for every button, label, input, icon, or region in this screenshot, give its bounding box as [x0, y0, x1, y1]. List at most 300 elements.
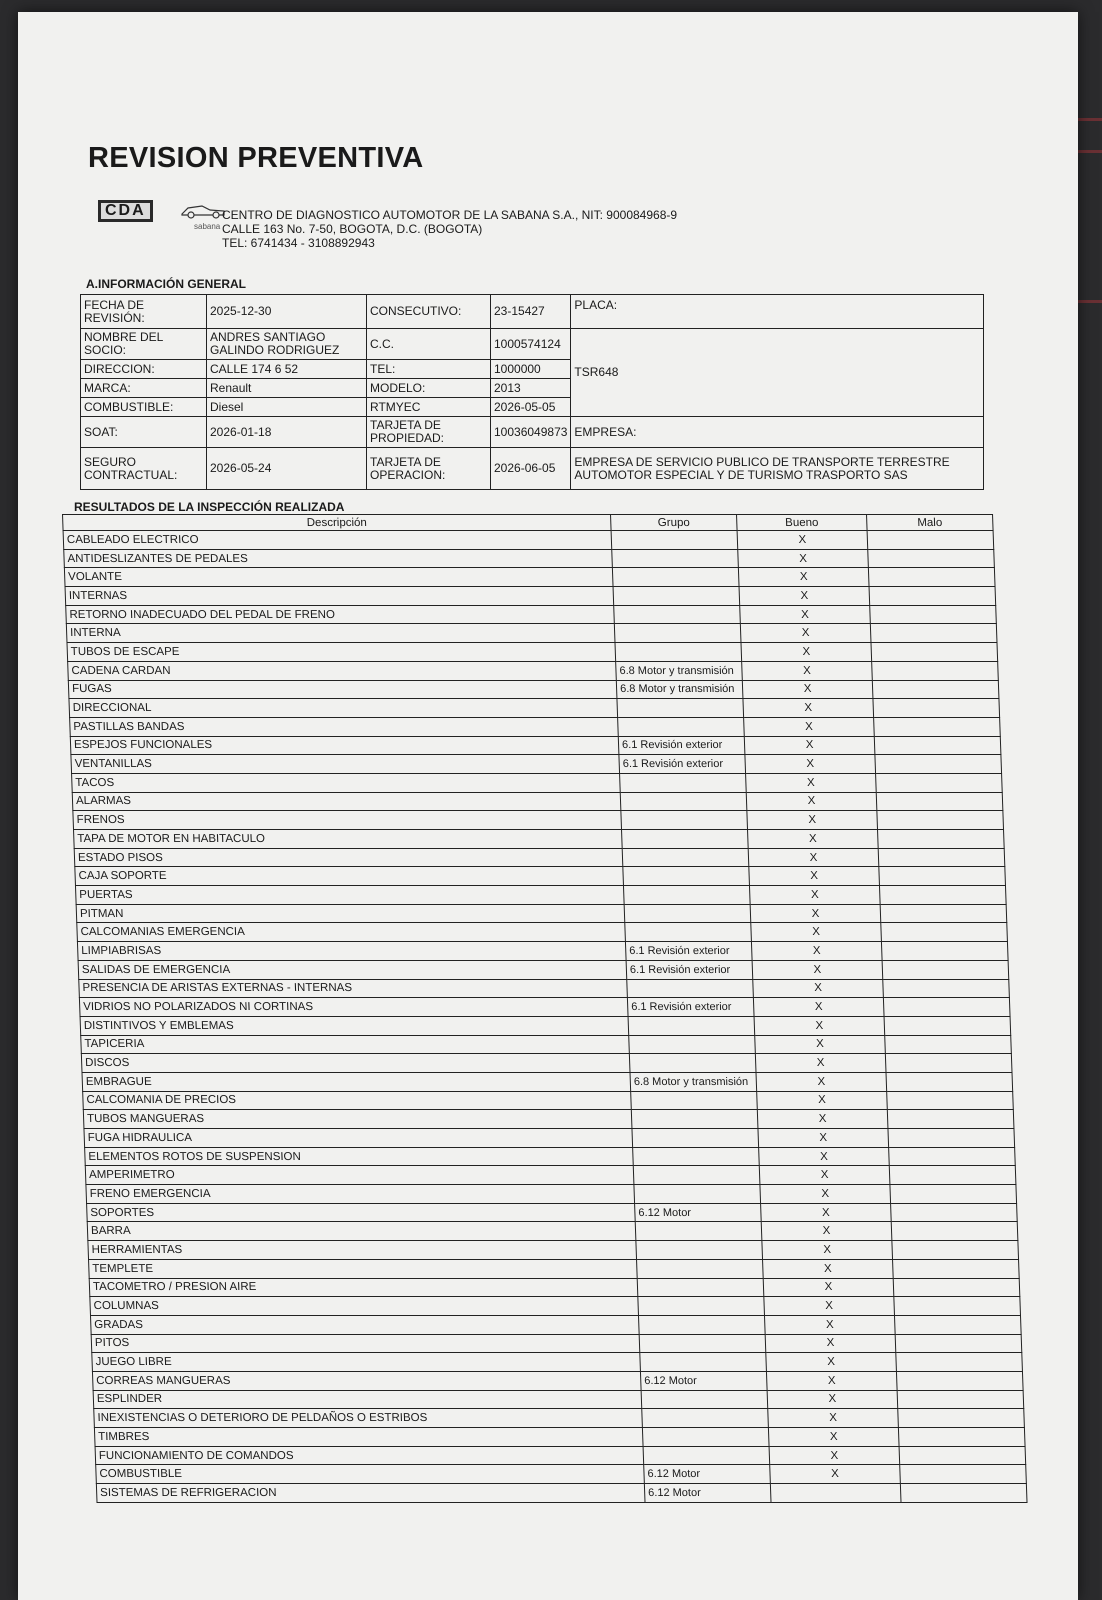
row-malo-mark — [894, 1315, 1021, 1334]
row-bueno-mark: X — [739, 587, 870, 606]
row-bueno-mark: X — [740, 624, 871, 643]
row-malo-mark — [896, 1353, 1023, 1372]
row-grupo: 6.1 Revisión exterior — [626, 960, 753, 979]
soat-label: SOAT: — [81, 417, 207, 448]
row-description: SALIDAS DE EMERGENCIA — [78, 960, 627, 979]
row-grupo — [633, 1147, 760, 1166]
table-row — [86, 1185, 1017, 1204]
table-row — [88, 1241, 1019, 1260]
column-header-descripcion: Descripción — [63, 515, 612, 531]
row-malo-mark — [896, 1371, 1023, 1390]
row-malo-mark — [884, 1016, 1011, 1035]
table-row — [90, 1315, 1021, 1334]
row-malo-mark — [894, 1297, 1021, 1316]
row-bueno-mark: X — [760, 1185, 891, 1204]
table-row — [85, 1147, 1016, 1166]
row-bueno-mark: X — [757, 1110, 888, 1129]
row-description: VIDRIOS NO POLARIZADOS NI CORTINAS — [79, 998, 628, 1017]
table-row — [66, 624, 997, 643]
table-row — [66, 605, 997, 624]
row-grupo — [637, 1259, 764, 1278]
row-bueno-mark — [770, 1484, 901, 1503]
column-header-malo: Malo — [867, 515, 994, 531]
row-description: CABLEADO ELECTRICO — [63, 531, 612, 550]
row-malo-mark — [876, 792, 1003, 811]
row-bueno-mark: X — [741, 643, 872, 662]
info-row — [81, 329, 984, 360]
socio-label: NOMBRE DEL SOCIO: — [81, 329, 207, 360]
table-row — [70, 717, 1001, 736]
rtmyec-label: RTMYEC — [367, 398, 491, 417]
row-malo-mark — [876, 773, 1003, 792]
row-malo-mark — [891, 1203, 1018, 1222]
table-row — [71, 755, 1002, 774]
row-grupo — [637, 1278, 764, 1297]
combustible-value: Diesel — [207, 398, 367, 417]
row-grupo — [642, 1428, 769, 1447]
row-grupo — [614, 624, 741, 643]
row-description: CALCOMANIA DE PRECIOS — [83, 1091, 632, 1110]
row-description: LIMPIABRISAS — [77, 942, 626, 961]
row-grupo: 6.1 Revisión exterior — [627, 998, 754, 1017]
consecutivo-value: 23-15427 — [491, 295, 571, 329]
table-row — [64, 549, 995, 568]
row-description: ALARMAS — [72, 792, 621, 811]
row-malo-mark — [877, 811, 1004, 830]
row-bueno-mark: X — [742, 680, 873, 699]
table-row — [93, 1390, 1024, 1409]
row-bueno-mark: X — [748, 848, 879, 867]
seguro-value: 2026-05-24 — [207, 448, 367, 490]
row-bueno-mark: X — [761, 1222, 892, 1241]
marca-label: MARCA: — [81, 379, 207, 398]
row-bueno-mark: X — [768, 1428, 899, 1447]
row-grupo — [615, 643, 742, 662]
row-malo-mark — [892, 1241, 1019, 1260]
row-grupo — [614, 605, 741, 624]
table-row — [74, 830, 1005, 849]
direccion-value: CALLE 174 6 52 — [207, 360, 367, 379]
row-description: FUGA HIDRAULICA — [84, 1129, 633, 1148]
row-description: COMBUSTIBLE — [96, 1465, 645, 1484]
row-bueno-mark: X — [746, 773, 877, 792]
table-row — [73, 811, 1004, 830]
row-grupo — [640, 1353, 767, 1372]
row-description: DISCOS — [81, 1054, 630, 1073]
row-malo-mark — [879, 886, 1006, 905]
row-grupo — [631, 1091, 758, 1110]
row-grupo: 6.12 Motor — [635, 1203, 762, 1222]
table-row — [83, 1110, 1014, 1129]
table-row — [85, 1166, 1016, 1185]
row-description: INTERNAS — [65, 587, 614, 606]
column-header-bueno: Bueno — [737, 515, 868, 531]
row-grupo — [636, 1241, 763, 1260]
cc-label: C.C. — [367, 329, 491, 360]
seguro-label: SEGURO CONTRACTUAL: — [81, 448, 207, 490]
row-bueno-mark: X — [755, 1054, 886, 1073]
row-description: VENTANILLAS — [71, 755, 620, 774]
row-bueno-mark: X — [759, 1166, 890, 1185]
company-info — [222, 208, 677, 250]
table-row — [94, 1428, 1025, 1447]
socio-value: ANDRES SANTIAGO GALINDO RODRIGUEZ — [207, 329, 367, 360]
row-grupo — [624, 904, 751, 923]
row-description: FUNCIONAMIENTO DE COMANDOS — [95, 1446, 644, 1465]
table-row — [65, 587, 996, 606]
row-malo-mark — [893, 1278, 1020, 1297]
row-grupo — [618, 717, 745, 736]
row-description: DISTINTIVOS Y EMBLEMAS — [80, 1016, 629, 1035]
row-malo-mark — [883, 998, 1010, 1017]
row-grupo — [634, 1185, 761, 1204]
row-bueno-mark: X — [737, 531, 868, 550]
row-bueno-mark: X — [747, 811, 878, 830]
row-grupo — [632, 1129, 759, 1148]
row-description: TEMPLETE — [89, 1259, 638, 1278]
row-description: TIMBRES — [94, 1428, 643, 1447]
row-malo-mark — [867, 531, 994, 550]
row-grupo — [635, 1222, 762, 1241]
row-grupo: 6.12 Motor — [640, 1371, 767, 1390]
row-grupo — [638, 1315, 765, 1334]
document-title: REVISION PREVENTIVA — [88, 142, 424, 174]
tarjeta-propiedad-value: 10036049873 — [491, 417, 571, 448]
row-malo-mark — [889, 1166, 1016, 1185]
row-malo-mark — [891, 1222, 1018, 1241]
row-bueno-mark: X — [755, 1035, 886, 1054]
row-bueno-mark: X — [754, 1016, 885, 1035]
combustible-label: COMBUSTIBLE: — [81, 398, 207, 417]
row-description: PITMAN — [76, 904, 625, 923]
row-description: JUEGO LIBRE — [92, 1353, 641, 1372]
row-grupo — [625, 923, 752, 942]
row-description: DIRECCIONAL — [69, 699, 618, 718]
row-bueno-mark: X — [762, 1241, 893, 1260]
row-bueno-mark: X — [766, 1353, 897, 1372]
table-row — [80, 1016, 1011, 1035]
row-description: ESTADO PISOS — [74, 848, 623, 867]
table-row — [94, 1409, 1025, 1428]
row-description: CADENA CARDAN — [68, 661, 617, 680]
row-description: INTERNA — [66, 624, 615, 643]
row-description: TACOS — [72, 773, 621, 792]
table-row — [84, 1129, 1015, 1148]
row-description: CALCOMANIAS EMERGENCIA — [77, 923, 626, 942]
row-grupo — [638, 1297, 765, 1316]
table-row — [64, 568, 995, 587]
company-phone: TEL: 6741434 - 3108892943 — [222, 236, 375, 250]
row-grupo — [620, 792, 747, 811]
info-row — [81, 448, 984, 490]
row-description: ELEMENTOS ROTOS DE SUSPENSION — [85, 1147, 634, 1166]
table-row — [96, 1484, 1027, 1503]
row-bueno-mark: X — [744, 736, 875, 755]
row-description: COLUMNAS — [90, 1297, 639, 1316]
row-grupo: 6.1 Revisión exterior — [625, 942, 752, 961]
row-malo-mark — [886, 1072, 1013, 1091]
general-info-table — [80, 294, 984, 490]
row-description: ESPEJOS FUNCIONALES — [70, 736, 619, 755]
row-malo-mark — [887, 1091, 1014, 1110]
row-description: TUBOS DE ESCAPE — [67, 643, 616, 662]
row-description: FRENO EMERGENCIA — [86, 1185, 635, 1204]
row-bueno-mark: X — [745, 755, 876, 774]
logo-text: CDA — [98, 200, 153, 222]
table-row — [68, 661, 999, 680]
table-row — [77, 942, 1008, 961]
table-row — [82, 1072, 1013, 1091]
section-general-info-title: A.INFORMACIÓN GENERAL — [86, 277, 246, 291]
cda-logo — [98, 200, 230, 240]
car-icon — [180, 200, 228, 223]
row-bueno-mark: X — [742, 661, 873, 680]
row-malo-mark — [874, 717, 1001, 736]
table-row — [75, 867, 1006, 886]
table-row — [72, 792, 1003, 811]
company-address: CALLE 163 No. 7-50, BOGOTA, D.C. (BOGOTA) — [222, 222, 483, 236]
row-description: ESPLINDER — [93, 1390, 642, 1409]
row-malo-mark — [868, 568, 995, 587]
row-description: PRESENCIA DE ARISTAS EXTERNAS - INTERNAS — [79, 979, 628, 998]
row-malo-mark — [900, 1484, 1027, 1503]
soat-value: 2026-01-18 — [207, 417, 367, 448]
modelo-label: MODELO: — [367, 379, 491, 398]
row-description: ANTIDESLIZANTES DE PEDALES — [64, 549, 613, 568]
row-malo-mark — [870, 605, 997, 624]
row-grupo — [643, 1446, 770, 1465]
placa-label: PLACA: — [571, 295, 984, 329]
table-row — [89, 1278, 1020, 1297]
row-grupo: 6.12 Motor — [644, 1465, 771, 1484]
tel-label: TEL: — [367, 360, 491, 379]
row-grupo — [621, 811, 748, 830]
row-malo-mark — [888, 1129, 1015, 1148]
row-bueno-mark: X — [764, 1315, 895, 1334]
row-bueno-mark: X — [770, 1465, 901, 1484]
table-row — [74, 848, 1005, 867]
row-grupo: 6.1 Revisión exterior — [619, 755, 746, 774]
table-row — [91, 1334, 1022, 1353]
row-bueno-mark: X — [767, 1390, 898, 1409]
row-grupo — [642, 1409, 769, 1428]
table-row — [79, 979, 1010, 998]
row-grupo — [627, 979, 754, 998]
row-grupo — [612, 568, 739, 587]
row-description: TAPICERIA — [81, 1035, 630, 1054]
company-name: CENTRO DE DIAGNOSTICO AUTOMOTOR DE LA SABANA S.A., NIT: 900084968-9 — [222, 208, 678, 222]
consecutivo-label: CONSECUTIVO: — [367, 295, 491, 329]
table-row — [63, 531, 994, 550]
direccion-label: DIRECCION: — [81, 360, 207, 379]
row-description: PITOS — [91, 1334, 640, 1353]
row-grupo: 6.1 Revisión exterior — [618, 736, 745, 755]
row-grupo — [639, 1334, 766, 1353]
table-row — [77, 923, 1008, 942]
row-malo-mark — [874, 736, 1001, 755]
row-description: TAPA DE MOTOR EN HABITACULO — [74, 830, 623, 849]
row-description: FRENOS — [73, 811, 622, 830]
row-description: SOPORTES — [87, 1203, 636, 1222]
table-row — [87, 1222, 1018, 1241]
tarjeta-propiedad-label: TARJETA DE PROPIEDAD: — [367, 417, 491, 448]
row-malo-mark — [878, 830, 1005, 849]
row-description: AMPERIMETRO — [85, 1166, 634, 1185]
row-malo-mark — [883, 979, 1010, 998]
row-bueno-mark: X — [756, 1072, 887, 1091]
marca-value: Renault — [207, 379, 367, 398]
row-malo-mark — [898, 1428, 1025, 1447]
table-row — [92, 1371, 1023, 1390]
row-grupo — [617, 699, 744, 718]
row-grupo — [622, 830, 749, 849]
row-description: GRADAS — [90, 1315, 639, 1334]
row-description: HERRAMIENTAS — [88, 1241, 637, 1260]
row-malo-mark — [889, 1147, 1016, 1166]
row-bueno-mark: X — [751, 942, 882, 961]
row-description: CORREAS MANGUERAS — [92, 1371, 641, 1390]
fecha-value: 2025-12-30 — [207, 295, 367, 329]
row-grupo — [633, 1166, 760, 1185]
table-row — [78, 960, 1009, 979]
results-header-row — [63, 515, 994, 531]
tarjeta-operacion-value: 2026-06-05 — [491, 448, 571, 490]
row-bueno-mark: X — [744, 717, 875, 736]
row-bueno-mark: X — [768, 1409, 899, 1428]
row-bueno-mark: X — [752, 960, 883, 979]
row-bueno-mark: X — [759, 1147, 890, 1166]
table-row — [83, 1091, 1014, 1110]
table-row — [72, 773, 1003, 792]
row-description: VOLANTE — [64, 568, 613, 587]
row-bueno-mark: X — [753, 979, 884, 998]
row-malo-mark — [872, 661, 999, 680]
row-bueno-mark: X — [764, 1297, 895, 1316]
row-bueno-mark: X — [765, 1334, 896, 1353]
row-bueno-mark: X — [769, 1446, 900, 1465]
row-bueno-mark: X — [738, 549, 869, 568]
row-malo-mark — [869, 587, 996, 606]
results-table — [62, 514, 1028, 1503]
empresa-label: EMPRESA: — [571, 417, 984, 448]
row-grupo — [628, 1016, 755, 1035]
row-description: FUGAS — [68, 680, 617, 699]
row-grupo: 6.8 Motor y transmisión — [630, 1072, 757, 1091]
row-bueno-mark: X — [766, 1371, 897, 1390]
row-malo-mark — [873, 699, 1000, 718]
row-bueno-mark: X — [738, 568, 869, 587]
table-row — [92, 1353, 1023, 1372]
row-bueno-mark: X — [761, 1203, 892, 1222]
row-malo-mark — [890, 1185, 1017, 1204]
row-bueno-mark: X — [743, 699, 874, 718]
tarjeta-operacion-label: TARJETA DE OPERACION: — [367, 448, 491, 490]
info-row — [81, 295, 984, 329]
row-description: RETORNO INADECUADO DEL PEDAL DE FRENO — [66, 605, 615, 624]
table-row — [90, 1297, 1021, 1316]
table-row — [96, 1465, 1027, 1484]
row-grupo — [612, 549, 739, 568]
row-malo-mark — [887, 1110, 1014, 1129]
row-grupo: 6.8 Motor y transmisión — [616, 680, 743, 699]
row-description: CAJA SOPORTE — [75, 867, 624, 886]
row-malo-mark — [893, 1259, 1020, 1278]
row-malo-mark — [899, 1446, 1026, 1465]
row-bueno-mark: X — [763, 1278, 894, 1297]
row-malo-mark — [885, 1035, 1012, 1054]
table-row — [68, 680, 999, 699]
row-bueno-mark: X — [751, 923, 882, 942]
table-row — [76, 904, 1007, 923]
logo-subtext: sabana — [194, 222, 221, 231]
row-grupo — [631, 1110, 758, 1129]
modelo-value: 2013 — [491, 379, 571, 398]
table-row — [70, 736, 1001, 755]
row-grupo — [623, 867, 750, 886]
row-malo-mark — [882, 960, 1009, 979]
row-bueno-mark: X — [749, 867, 880, 886]
row-grupo — [629, 1035, 756, 1054]
placa-value: TSR648 — [571, 329, 984, 417]
empresa-value: EMPRESA DE SERVICIO PUBLICO DE TRANSPORTE TERRESTRE AUTOMOTOR ESPECIAL Y DE TURISMO TRASPORTO SAS — [571, 448, 984, 490]
cc-value: 1000574124 — [491, 329, 571, 360]
row-description: TUBOS MANGUERAS — [83, 1110, 632, 1129]
row-description: TACOMETRO / PRESION AIRE — [89, 1278, 638, 1297]
section-results-title: RESULTADOS DE LA INSPECCIÓN REALIZADA — [74, 500, 345, 514]
table-row — [81, 1035, 1012, 1054]
row-grupo — [623, 886, 750, 905]
row-bueno-mark: X — [740, 605, 871, 624]
table-row — [69, 699, 1000, 718]
row-malo-mark — [895, 1334, 1022, 1353]
row-bueno-mark: X — [750, 904, 881, 923]
row-grupo — [611, 531, 738, 550]
table-row — [87, 1203, 1018, 1222]
row-malo-mark — [871, 643, 998, 662]
row-bueno-mark: X — [753, 998, 884, 1017]
row-bueno-mark: X — [758, 1129, 889, 1148]
row-malo-mark — [879, 867, 1006, 886]
row-bueno-mark: X — [749, 886, 880, 905]
row-malo-mark — [868, 549, 995, 568]
row-malo-mark — [900, 1465, 1027, 1484]
row-malo-mark — [872, 680, 999, 699]
row-bueno-mark: X — [746, 792, 877, 811]
row-malo-mark — [885, 1054, 1012, 1073]
row-malo-mark — [875, 755, 1002, 774]
row-malo-mark — [870, 624, 997, 643]
row-grupo — [622, 848, 749, 867]
row-malo-mark — [880, 904, 1007, 923]
table-row — [81, 1054, 1012, 1073]
table-row — [67, 643, 998, 662]
row-bueno-mark: X — [757, 1091, 888, 1110]
row-bueno-mark: X — [748, 830, 879, 849]
row-grupo — [620, 773, 747, 792]
row-description: SISTEMAS DE REFRIGERACION — [96, 1484, 645, 1503]
column-header-grupo: Grupo — [611, 515, 738, 531]
row-malo-mark — [878, 848, 1005, 867]
row-grupo — [641, 1390, 768, 1409]
table-row — [95, 1446, 1026, 1465]
row-grupo — [613, 587, 740, 606]
row-description: EMBRAGUE — [82, 1072, 631, 1091]
fecha-label: FECHA DE REVISIÓN: — [81, 295, 207, 329]
table-row — [75, 886, 1006, 905]
results-body — [63, 531, 1027, 1503]
rtmyec-value: 2026-05-05 — [491, 398, 571, 417]
table-row — [89, 1259, 1020, 1278]
